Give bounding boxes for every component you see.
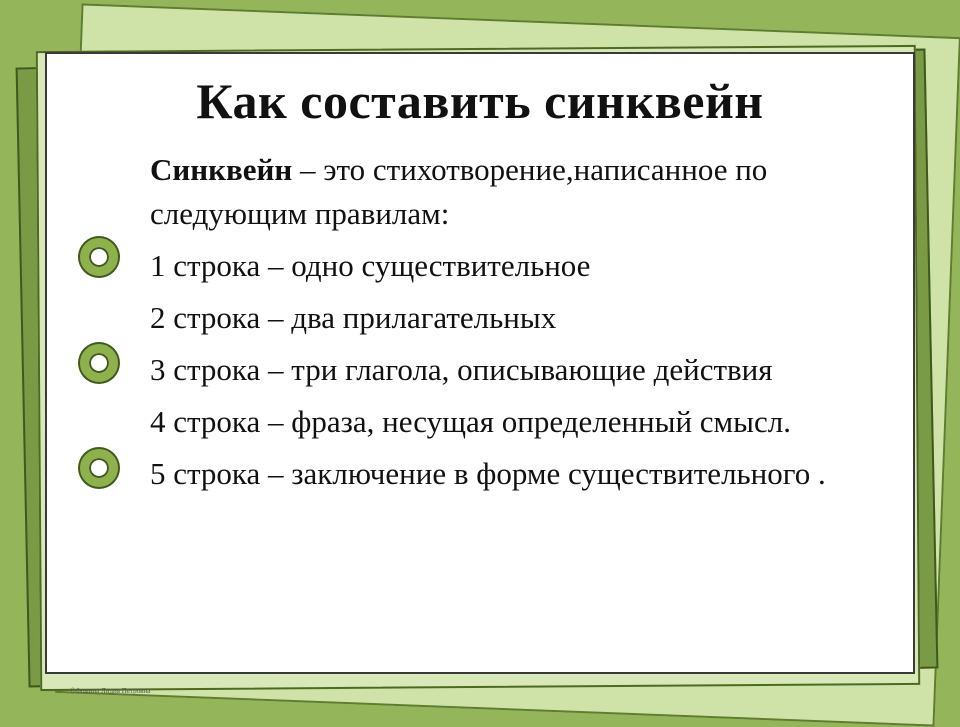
green-ring-bullet-icon [80, 344, 118, 382]
rule-line-3: 3 строка – три глагола, описывающие действия [150, 352, 773, 387]
author-watermark: ©Фомина Лидия Петровна [70, 687, 151, 695]
slide-title: Как составить синквейн [196, 73, 764, 129]
definition-text: – это стихотворение,написанное по следующим правилам: [150, 152, 768, 231]
rule-line-2: 2 строка – два прилагательных [150, 300, 557, 335]
rule-line-1: 1 строка – одно существительное [150, 248, 591, 283]
definition-paragraph [150, 148, 900, 236]
green-ring-bullet-icon [80, 238, 118, 276]
definition-term: Синквейн [150, 152, 293, 187]
rule-line-4: 4 строка – фраза, несущая определенный смысл. [150, 404, 791, 439]
slide-body [150, 148, 900, 504]
green-ring-bullet-icon [80, 449, 118, 487]
rule-line-5: 5 строка – заключение в форме существительного . [150, 456, 826, 491]
